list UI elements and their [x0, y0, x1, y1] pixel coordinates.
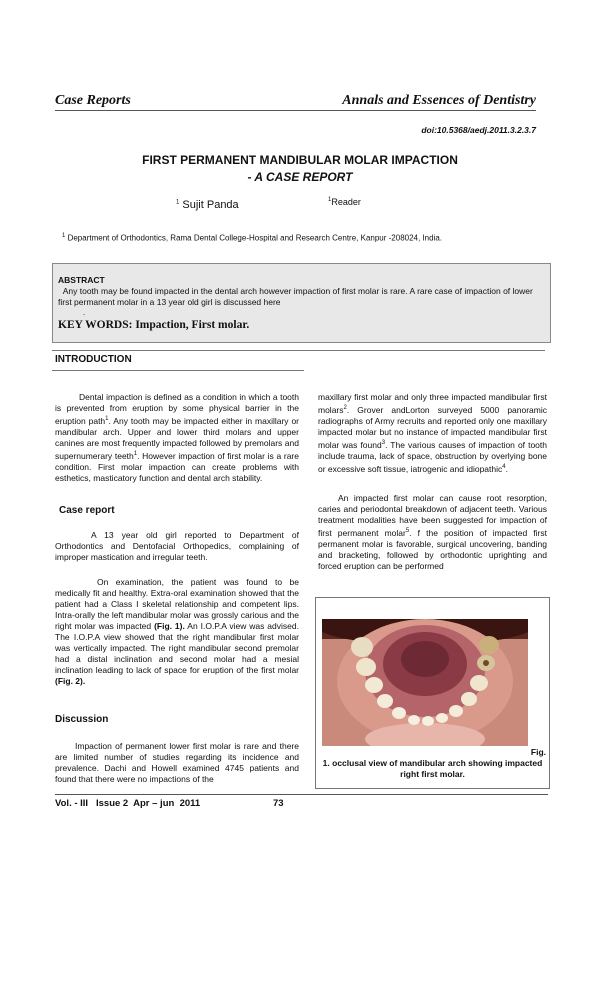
discussion-heading: Discussion	[55, 714, 109, 725]
figure-1	[315, 597, 550, 789]
affil-sup: 1	[62, 233, 66, 239]
intro-text-c: . However impaction of first molar is a rare condition. First molar impaction can create problems with esthetics, masticatory function and dental arch stability.	[55, 450, 299, 483]
intro-sup-1: 1	[105, 416, 109, 422]
col2-text-2a: An impacted first molar can cause root resorption, caries and periodontal breakdown of adjacent teeth. Various treatment modalities have been suggested for impaction of first permanent molar	[318, 493, 547, 538]
issue-info: Vol. - III Issue 2 Apr – jun 2011	[55, 798, 201, 809]
case-report-text-2b: An I.O.P.A view was advised. The I.O.P.A view showed that the right mandibular first molar was vertically impacted. The right mandibular second premolar had a distal inclination and second molar had a mesial inclination leading to lack of space for eruption of the first molar	[55, 621, 299, 675]
header-divider	[55, 110, 536, 111]
page-number: 73	[273, 798, 284, 809]
intro-text-a: Dental impaction is defined as a condition in which a tooth is prevented from eruption by some physical barrier in the eruption path	[55, 392, 299, 426]
col2-text-1a: maxillary first molar and only three impacted mandibular first molars	[318, 392, 547, 415]
author-sup: 1	[176, 199, 180, 206]
fig1-ref: (Fig. 1).	[154, 621, 185, 631]
section-divider	[52, 350, 545, 351]
col2-sup-4: 5	[405, 528, 410, 534]
intro-underline	[52, 370, 304, 371]
col2-paragraph-1	[318, 392, 547, 474]
keywords	[58, 319, 249, 331]
col2-sup-1: 2	[343, 405, 347, 411]
intro-paragraph	[55, 392, 299, 484]
discussion-paragraph	[55, 741, 299, 785]
abstract-dot: .	[83, 308, 86, 317]
occlusal-photo	[322, 619, 528, 746]
abstract-text	[58, 286, 544, 308]
col2-text-2b: . f the position of impacted first permanent molar is favorable, surgical uncovering, banding and bracketing, followed by orthodontic uprighting and forced eruption can be performed	[318, 527, 547, 571]
role-sup: 1	[328, 197, 332, 203]
doi: doi:10.5368/aedj.2011.3.2.3.7	[421, 125, 536, 135]
col2-text-1b: . Grover andLorton surveyed 5000 panoramic radiographs of Army recruits and reported only one maxillary impacted molar but no instance of impacted mandibular first molar was found	[318, 404, 547, 450]
author	[176, 199, 239, 211]
case-report-heading: Case report	[59, 505, 115, 516]
case-report-p1	[55, 530, 299, 563]
col2-paragraph-2	[318, 493, 547, 572]
role-text: Reader	[331, 197, 361, 207]
discussion-text: Impaction of permanent lower first molar is rare and there are limited number of studies regarding its incidence and prevalence. Dachi and Howell examined 4745 patients and found that there were no impactions of the	[55, 741, 299, 784]
col2-sup-3: 4	[502, 463, 506, 470]
case-report-text-2a: On examination, the patient was found to be medically fit and healthy. Extra-oral examination showed that the patient had a Class I skeletal relationship and competent lips. Intra-orally the left mandibular molar was grossly carious and the right molar was impacted	[55, 577, 299, 631]
title-sub: - A CASE REPORT	[247, 170, 353, 184]
figure-caption: 1. occlusal view of mandibular arch showing impacted right first molar.	[322, 758, 543, 779]
fig2-ref: (Fig. 2).	[55, 676, 86, 686]
case-report-p2	[55, 577, 299, 687]
figure-label: Fig.	[530, 747, 546, 757]
keywords-label: KEY WORDS:	[58, 319, 133, 331]
abstract-heading: ABSTRACT	[58, 275, 105, 285]
affil-text: Department of Orthodontics, Rama Dental College-Hospital and Research Centre, Kanpur -208024, India.	[67, 233, 443, 243]
title-main: FIRST PERMANENT MANDIBULAR MOLAR IMPACTION	[142, 153, 458, 167]
col2-sup-2: 3	[381, 439, 386, 446]
footer-divider	[55, 794, 548, 795]
abstract-box	[52, 263, 551, 343]
intro-sup-2: 1	[133, 450, 138, 457]
author-name: Sujit Panda	[182, 199, 239, 211]
journal-name: Annals and Essences of Dentistry	[342, 93, 536, 108]
affiliation	[62, 233, 442, 243]
article-title	[0, 152, 600, 186]
intro-heading: INTRODUCTION	[55, 354, 132, 365]
keywords-text: Impaction, First molar.	[135, 319, 250, 331]
case-report-text-1: A 13 year old girl reported to Department of Orthodontics and Dentofacial Orthopedics, complaining of improper mastication and irregular teeth.	[55, 530, 299, 562]
abstract-body: Any tooth may be found impacted in the dental arch however impaction of first molar is rare. A rare case of impaction of lower first permanent molar in a 13 year old girl is discussed here	[58, 286, 533, 307]
journal-section-label: Case Reports	[55, 93, 131, 108]
intro-text-b: . Any tooth may be impacted either in maxillary or mandibular arch. Upper and lower third molars and upper canines are most frequently impacted followed by premolars and supernumerary teeth	[55, 415, 300, 461]
author-role	[328, 197, 361, 207]
col2-text-1d: .	[505, 463, 508, 474]
col2-text-1c: . The various causes of impaction of tooth include trauma, lack of space, obstruction by overlying bone or excessive soft tissue, iatrogenic and idiopathic	[318, 439, 547, 474]
